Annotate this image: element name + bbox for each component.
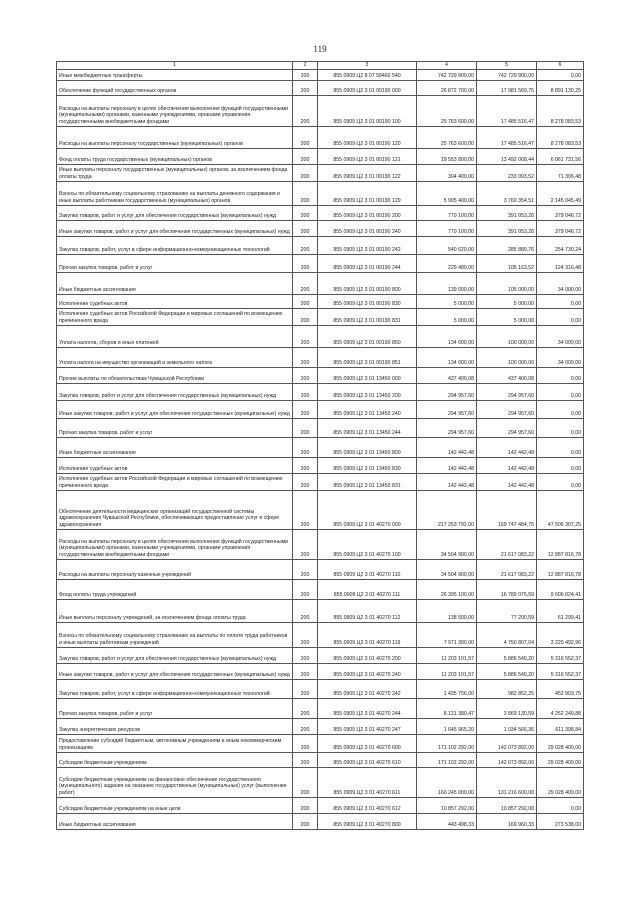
row-approved: 171 102 292,00: [417, 734, 477, 752]
row-kbk: 855 0909 Ц2 3 01 13450 800: [318, 437, 417, 457]
row-unexecuted: 0,00: [537, 308, 584, 325]
row-code: 200: [293, 325, 318, 347]
row-approved: 34 504 900,00: [417, 559, 477, 579]
row-executed: 742 729 900,00: [477, 69, 537, 80]
row-approved: 11 203 101,57: [417, 647, 477, 663]
table-row: [57, 473, 584, 490]
row-approved: 26 872 700,00: [417, 80, 477, 95]
row-name: Расходы на выплаты персоналу в целях обеспечения выполнения функций государственными (муниципальными) органами, казенными учреждениями, органами управления государственными внебюджетными фондами: [57, 95, 293, 126]
row-code: 200: [293, 205, 318, 220]
row-approved: 134 000,00: [417, 347, 477, 367]
row-code: 200: [293, 272, 318, 294]
row-executed: 17 485 516,47: [477, 126, 537, 148]
row-kbk: 855 0909 Ц2 3 01 13450 830: [318, 457, 417, 473]
row-code: 200: [293, 599, 318, 622]
row-approved: 304 400,00: [417, 164, 477, 181]
row-code: 200: [293, 813, 318, 829]
row-name: Расходы на выплаты персоналу государственных (муниципальных) органов: [57, 126, 293, 148]
table-row: [57, 734, 584, 752]
row-name: Иные выплаты персоналу государственных (муниципальных) органов, за исключением фонда оплаты труда: [57, 164, 293, 181]
row-unexecuted: 5 316 552,37: [537, 647, 584, 663]
row-executed: 142 442,48: [477, 437, 537, 457]
row-approved: 25 763 600,00: [417, 95, 477, 126]
row-approved: 5 905 400,00: [417, 181, 477, 205]
row-name: Иные закупки товаров, работ и услуг для обеспечения государственных (муниципальных) нужд: [57, 663, 293, 679]
row-unexecuted: 0,00: [537, 437, 584, 457]
row-approved: 540 620,00: [417, 236, 477, 254]
row-approved: 437 400,08: [417, 367, 477, 383]
row-approved: 142 442,48: [417, 437, 477, 457]
row-kbk: 855 0909 Ц2 3 01 00190 120: [318, 126, 417, 148]
row-kbk: 855 0909 Ц2 3 01 00190 129: [318, 181, 417, 205]
row-approved: 134 000,00: [417, 325, 477, 347]
row-unexecuted: 0,00: [537, 473, 584, 490]
row-unexecuted: 0,00: [537, 383, 584, 400]
row-unexecuted: 452 903,75: [537, 679, 584, 698]
row-code: 200: [293, 734, 318, 752]
row-code: 200: [293, 490, 318, 529]
row-name: Взносы по обязательному социальному страхованию на выплаты денежного содержания и иные выплаты работникам государственных (муниципальных) органов: [57, 181, 293, 205]
row-approved: 217 253 792,00: [417, 490, 477, 529]
row-approved: 25 763 600,00: [417, 126, 477, 148]
table-row: [57, 647, 584, 663]
row-executed: 285 889,76: [477, 236, 537, 254]
row-executed: 100 000,00: [477, 347, 537, 367]
row-kbk: 855 0909 Ц2 3 01 40270 247: [318, 718, 417, 734]
row-unexecuted: 29 028 400,00: [537, 734, 584, 752]
row-executed: 5 886 549,20: [477, 663, 537, 679]
row-approved: 142 442,48: [417, 457, 477, 473]
table-row: [57, 559, 584, 579]
table-row: [57, 69, 584, 80]
table-row: [57, 254, 584, 272]
row-unexecuted: 47 506 307,25: [537, 490, 584, 529]
table-row: [57, 95, 584, 126]
table-row: [57, 718, 584, 734]
row-kbk: 855 0909 Ц2 3 01 40270 112: [318, 599, 417, 622]
row-executed: 10 857 292,00: [477, 797, 537, 813]
row-unexecuted: 71 306,48: [537, 164, 584, 181]
row-code: 200: [293, 383, 318, 400]
row-unexecuted: 29 028 400,00: [537, 767, 584, 797]
row-code: 200: [293, 622, 318, 647]
row-unexecuted: 124 316,48: [537, 254, 584, 272]
row-code: 200: [293, 347, 318, 367]
row-executed: 13 492 068,44: [477, 148, 537, 164]
row-code: 200: [293, 752, 318, 767]
row-name: Закупка товаров, работ и услуг для обеспечения государственных (муниципальных) нужд: [57, 647, 293, 663]
row-kbk: 855 0909 Ц2 3 01 13450 000: [318, 367, 417, 383]
row-name: Субсидии бюджетным учреждениям на финансовое обеспечение государственного (муниципального) задания на оказание государственных (муниципальных) услуг (выполнение работ): [57, 767, 293, 797]
row-executed: 17 981 569,75: [477, 80, 537, 95]
table-row: [57, 400, 584, 418]
table-row: [57, 367, 584, 383]
row-code: 200: [293, 473, 318, 490]
row-approved: 8 121 380,47: [417, 698, 477, 718]
row-approved: 160 245 000,00: [417, 767, 477, 797]
row-name: Закупка товаров, работ и услуг для обеспечения государственных (муниципальных) нужд: [57, 383, 293, 400]
row-kbk: 855 0909 Ц2 3 01 40270 242: [318, 679, 417, 698]
row-executed: 100 000,00: [477, 325, 537, 347]
row-unexecuted: 8 278 083,53: [537, 95, 584, 126]
row-executed: 142 073 892,00: [477, 752, 537, 767]
row-code: 200: [293, 236, 318, 254]
table-row: [57, 797, 584, 813]
row-executed: 1 034 566,36: [477, 718, 537, 734]
row-code: 200: [293, 437, 318, 457]
row-executed: 294 957,60: [477, 418, 537, 437]
row-unexecuted: 34 000,00: [537, 325, 584, 347]
row-approved: 229 480,00: [417, 254, 477, 272]
row-name: Иные бюджетные ассигнования: [57, 437, 293, 457]
row-unexecuted: 611 398,84: [537, 718, 584, 734]
row-unexecuted: 8 891 130,25: [537, 80, 584, 95]
row-approved: 26 395 100,00: [417, 579, 477, 599]
row-name: Обеспечение функций государственных органов: [57, 80, 293, 95]
row-name: Закупка товаров, работ и услуг для обеспечения государственных (муниципальных) нужд: [57, 205, 293, 220]
row-name: Фонд оплаты труда государственных (муниципальных) органов: [57, 148, 293, 164]
row-unexecuted: 3 220 492,96: [537, 622, 584, 647]
row-name: Расходы на выплаты персоналу казенных учреждений: [57, 559, 293, 579]
row-unexecuted: 29 028 400,00: [537, 752, 584, 767]
row-kbk: 855 0909 Ц2 3 01 13450 240: [318, 400, 417, 418]
row-unexecuted: 379 046,72: [537, 205, 584, 220]
row-unexecuted: 379 046,72: [537, 220, 584, 236]
row-name: Исполнение судебных актов: [57, 457, 293, 473]
row-kbk: 855 0909 Ц2 3 01 00190 121: [318, 148, 417, 164]
row-approved: 138 500,00: [417, 599, 477, 622]
row-approved: 294 957,60: [417, 383, 477, 400]
table-row: [57, 767, 584, 797]
row-kbk: 855 0909 Ц2 3 01 13450 200: [318, 383, 417, 400]
row-executed: 437 400,08: [477, 367, 537, 383]
row-name: Закупка товаров, работ, услуг в сфере информационно-коммуникационных технологий: [57, 236, 293, 254]
table-row: [57, 490, 584, 529]
row-unexecuted: 0,00: [537, 457, 584, 473]
row-code: 200: [293, 294, 318, 308]
row-code: 200: [293, 181, 318, 205]
row-name: Исполнение судебных актов Российской Федерации и мировых соглашений по возмещению причиненного вреда: [57, 308, 293, 325]
row-code: 200: [293, 95, 318, 126]
row-kbk: 855 0909 Ц2 3 01 00190 000: [318, 80, 417, 95]
row-code: 200: [293, 220, 318, 236]
row-unexecuted: 273 538,00: [537, 813, 584, 829]
row-executed: 294 957,60: [477, 400, 537, 418]
row-executed: 142 442,48: [477, 457, 537, 473]
row-name: Субсидии бюджетным учреждениям: [57, 752, 293, 767]
row-executed: 17 485 516,47: [477, 95, 537, 126]
row-executed: 169 960,33: [477, 813, 537, 829]
row-executed: 142 442,48: [477, 473, 537, 490]
row-approved: 1 645 965,20: [417, 718, 477, 734]
row-name: Исполнение судебных актов: [57, 294, 293, 308]
row-approved: 11 203 101,57: [417, 663, 477, 679]
row-executed: 4 750 807,04: [477, 622, 537, 647]
row-kbk: 855 0909 Ц2 3 01 40270 240: [318, 663, 417, 679]
row-approved: 770 100,00: [417, 205, 477, 220]
row-name: Субсидии бюджетным учреждениям на иные цели: [57, 797, 293, 813]
table-row: [57, 205, 584, 220]
row-unexecuted: 8 278 083,53: [537, 126, 584, 148]
table-row: [57, 457, 584, 473]
row-unexecuted: 5 316 552,37: [537, 663, 584, 679]
row-code: 200: [293, 80, 318, 95]
row-code: 200: [293, 663, 318, 679]
table-row: [57, 752, 584, 767]
row-code: 200: [293, 69, 318, 80]
row-kbk: 855 0909 Ц2 3 01 40270 610: [318, 752, 417, 767]
row-executed: 391 053,28: [477, 220, 537, 236]
row-name: Взносы по обязательному социальному страхованию на выплаты по оплате труда работников и иные выплаты работникам учреждений: [57, 622, 293, 647]
row-unexecuted: 0,00: [537, 400, 584, 418]
row-name: Прочая закупка товаров, работ и услуг: [57, 698, 293, 718]
table-row: [57, 663, 584, 679]
row-name: Иные бюджетные ассигнования: [57, 813, 293, 829]
row-code: 200: [293, 400, 318, 418]
table-row: [57, 294, 584, 308]
row-name: Иные закупки товаров, работ и услуг для обеспечения государственных (муниципальных) нужд: [57, 220, 293, 236]
column-header: 3: [318, 62, 417, 70]
column-number-row: [57, 62, 584, 70]
row-name: Закупка энергетических ресурсов: [57, 718, 293, 734]
row-name: Уплата налогов, сборов и иных платежей: [57, 325, 293, 347]
table-row: [57, 126, 584, 148]
row-unexecuted: 61 299,41: [537, 599, 584, 622]
row-executed: 391 053,28: [477, 205, 537, 220]
row-unexecuted: 9 606 024,41: [537, 579, 584, 599]
row-unexecuted: 254 730,24: [537, 236, 584, 254]
row-code: 200: [293, 679, 318, 698]
row-kbk: 855 0909 Ц2 8 07 58460 540: [318, 69, 417, 80]
row-kbk: 855 0909 Ц2 3 01 40270 000: [318, 490, 417, 529]
row-unexecuted: 34 000,00: [537, 272, 584, 294]
row-unexecuted: 6 061 731,56: [537, 148, 584, 164]
row-unexecuted: 0,00: [537, 797, 584, 813]
table-row: [57, 418, 584, 437]
row-unexecuted: 34 000,00: [537, 347, 584, 367]
page-number: 119: [313, 44, 327, 54]
row-unexecuted: 12 887 816,78: [537, 559, 584, 579]
row-kbk: 855 0909 Ц2 3 01 00190 200: [318, 205, 417, 220]
row-unexecuted: 12 887 816,78: [537, 529, 584, 559]
row-kbk: 855 0909 Ц2 3 01 40270 119: [318, 622, 417, 647]
row-approved: 7 971 300,00: [417, 622, 477, 647]
table-row: [57, 529, 584, 559]
row-kbk: 855 0909 Ц2 3 01 40270 600: [318, 734, 417, 752]
row-approved: 742 729 900,00: [417, 69, 477, 80]
row-kbk: 855 0909 Ц2 3 01 00190 831: [318, 308, 417, 325]
row-name: Прочая закупка товаров, работ и услуг: [57, 418, 293, 437]
row-kbk: 855 0909 Ц2 3 01 00190 240: [318, 220, 417, 236]
row-executed: 77 200,59: [477, 599, 537, 622]
column-header: 1: [57, 62, 293, 70]
table-row: [57, 813, 584, 829]
row-kbk: 855 0909 Ц2 3 01 13450 831: [318, 473, 417, 490]
row-executed: 169 747 484,75: [477, 490, 537, 529]
row-name: Иные закупки товаров, работ и услуг для обеспечения государственных (муниципальных) нужд: [57, 400, 293, 418]
row-approved: 294 957,60: [417, 400, 477, 418]
row-approved: 1 435 756,00: [417, 679, 477, 698]
table-row: [57, 579, 584, 599]
table-row: [57, 325, 584, 347]
row-approved: 5 000,00: [417, 294, 477, 308]
row-approved: 5 000,00: [417, 308, 477, 325]
row-name: Расходы на выплаты персоналу в целях обеспечения выполнения функций государственными (муниципальными) органами, казенными учреждениями, органами управления государственными внебюджетными фондами: [57, 529, 293, 559]
row-code: 200: [293, 647, 318, 663]
row-name: Исполнение судебных актов Российской Федерации и мировых соглашений по возмещению причиненного вреда: [57, 473, 293, 490]
row-name: Закупка товаров, работ, услуг в сфере информационно-коммуникационных технологий: [57, 679, 293, 698]
column-header: 6: [537, 62, 584, 70]
row-code: 200: [293, 418, 318, 437]
row-kbk: 855 0909 Ц2 3 01 40270 611: [318, 767, 417, 797]
budget-execution-table: [56, 61, 584, 830]
row-kbk: 855 0909 Ц2 3 01 40270 612: [318, 797, 417, 813]
row-kbk: 855 0909 Ц2 3 01 00190 850: [318, 325, 417, 347]
row-approved: 34 504 900,00: [417, 529, 477, 559]
row-kbk: 855 0909 Ц2 3 01 00190 830: [318, 294, 417, 308]
row-code: 200: [293, 367, 318, 383]
table-row: [57, 437, 584, 457]
row-executed: 5 886 549,20: [477, 647, 537, 663]
row-executed: 5 000,00: [477, 294, 537, 308]
row-unexecuted: 0,00: [537, 69, 584, 80]
row-kbk: 855 0909 Ц2 3 01 00190 800: [318, 272, 417, 294]
row-code: 200: [293, 457, 318, 473]
row-kbk: 855 0909 Ц2 3 01 40270 110: [318, 559, 417, 579]
row-executed: 3 760 354,51: [477, 181, 537, 205]
row-unexecuted: 0,00: [537, 294, 584, 308]
row-name: Предоставление субсидий бюджетным, автономным учреждениям и иным некоммерческим организациям: [57, 734, 293, 752]
row-kbk: 855 0909 Ц2 3 01 40270 800: [318, 813, 417, 829]
row-name: Прочие выплаты по обязательствам Чувашской Республики: [57, 367, 293, 383]
table-row: [57, 347, 584, 367]
row-code: 200: [293, 164, 318, 181]
row-name: Иные бюджетные ассигнования: [57, 272, 293, 294]
row-approved: 171 102 292,00: [417, 752, 477, 767]
row-code: 200: [293, 308, 318, 325]
row-kbk: 855 0909 Ц2 3 01 40270 200: [318, 647, 417, 663]
table-row: [57, 80, 584, 95]
row-approved: 770 100,00: [417, 220, 477, 236]
row-approved: 142 442,48: [417, 473, 477, 490]
row-approved: 10 857 292,00: [417, 797, 477, 813]
row-code: 200: [293, 529, 318, 559]
row-code: 200: [293, 767, 318, 797]
row-executed: 294 957,60: [477, 383, 537, 400]
row-code: 200: [293, 559, 318, 579]
table-row: [57, 383, 584, 400]
column-header: 4: [417, 62, 477, 70]
row-unexecuted: 4 252 249,88: [537, 698, 584, 718]
table-row: [57, 236, 584, 254]
row-code: 200: [293, 579, 318, 599]
table-row: [57, 272, 584, 294]
row-name: Прочая закупка товаров, работ и услуг: [57, 254, 293, 272]
row-executed: 3 869 130,59: [477, 698, 537, 718]
row-code: 200: [293, 254, 318, 272]
row-executed: 131 216 600,00: [477, 767, 537, 797]
column-header: 2: [293, 62, 318, 70]
row-approved: 443 498,33: [417, 813, 477, 829]
row-kbk: 855 0909 Ц2 3 01 00190 851: [318, 347, 417, 367]
row-code: 200: [293, 698, 318, 718]
row-executed: 21 617 083,22: [477, 529, 537, 559]
table-row: [57, 308, 584, 325]
row-executed: 105 163,52: [477, 254, 537, 272]
row-executed: 5 000,00: [477, 308, 537, 325]
row-name: Обеспечение деятельности медицинских организаций государственной системы здравоохранения Чувашской Республики, обеспечивающих предоставление услуг в сфере здравоохранения: [57, 490, 293, 529]
table-row: [57, 622, 584, 647]
row-code: 200: [293, 126, 318, 148]
table-row: [57, 181, 584, 205]
table-row: [57, 148, 584, 164]
row-kbk: 855 0909 Ц2 3 01 13450 244: [318, 418, 417, 437]
row-executed: 16 789 075,59: [477, 579, 537, 599]
row-name: Иные межбюджетные трансферты: [57, 69, 293, 80]
row-kbk: 855 0909 Ц2 3 01 40270 244: [318, 698, 417, 718]
row-kbk: 855 0909 Ц2 3 01 00190 244: [318, 254, 417, 272]
row-unexecuted: 2 145 045,49: [537, 181, 584, 205]
row-approved: 139 000,00: [417, 272, 477, 294]
row-code: 200: [293, 148, 318, 164]
row-executed: 142 073 892,00: [477, 734, 537, 752]
row-name: Фонд оплаты труда учреждений: [57, 579, 293, 599]
row-approved: 19 553 800,00: [417, 148, 477, 164]
row-executed: 233 093,52: [477, 164, 537, 181]
row-code: 200: [293, 718, 318, 734]
row-executed: 982 852,25: [477, 679, 537, 698]
row-kbk: 855 0909 Ц2 3 01 00190 122: [318, 164, 417, 181]
row-kbk: 855 0909 Ц2 3 01 40270 111: [318, 579, 417, 599]
row-name: Уплата налога на имущество организаций и земельного налога: [57, 347, 293, 367]
row-executed: 21 617 083,22: [477, 559, 537, 579]
column-header: 5: [477, 62, 537, 70]
table-row: [57, 164, 584, 181]
row-unexecuted: 0,00: [537, 418, 584, 437]
row-name: Иные выплаты персоналу учреждений, за исключением фонда оплаты труда: [57, 599, 293, 622]
table-row: [57, 679, 584, 698]
row-code: 200: [293, 797, 318, 813]
row-executed: 105 000,00: [477, 272, 537, 294]
table-row: [57, 599, 584, 622]
row-kbk: 855 0909 Ц2 3 01 00190 100: [318, 95, 417, 126]
table-row: [57, 220, 584, 236]
row-unexecuted: 0,00: [537, 367, 584, 383]
table-row: [57, 698, 584, 718]
row-approved: 294 957,60: [417, 418, 477, 437]
row-kbk: 855 0909 Ц2 3 01 00190 242: [318, 236, 417, 254]
row-kbk: 855 0909 Ц2 3 01 40270 100: [318, 529, 417, 559]
